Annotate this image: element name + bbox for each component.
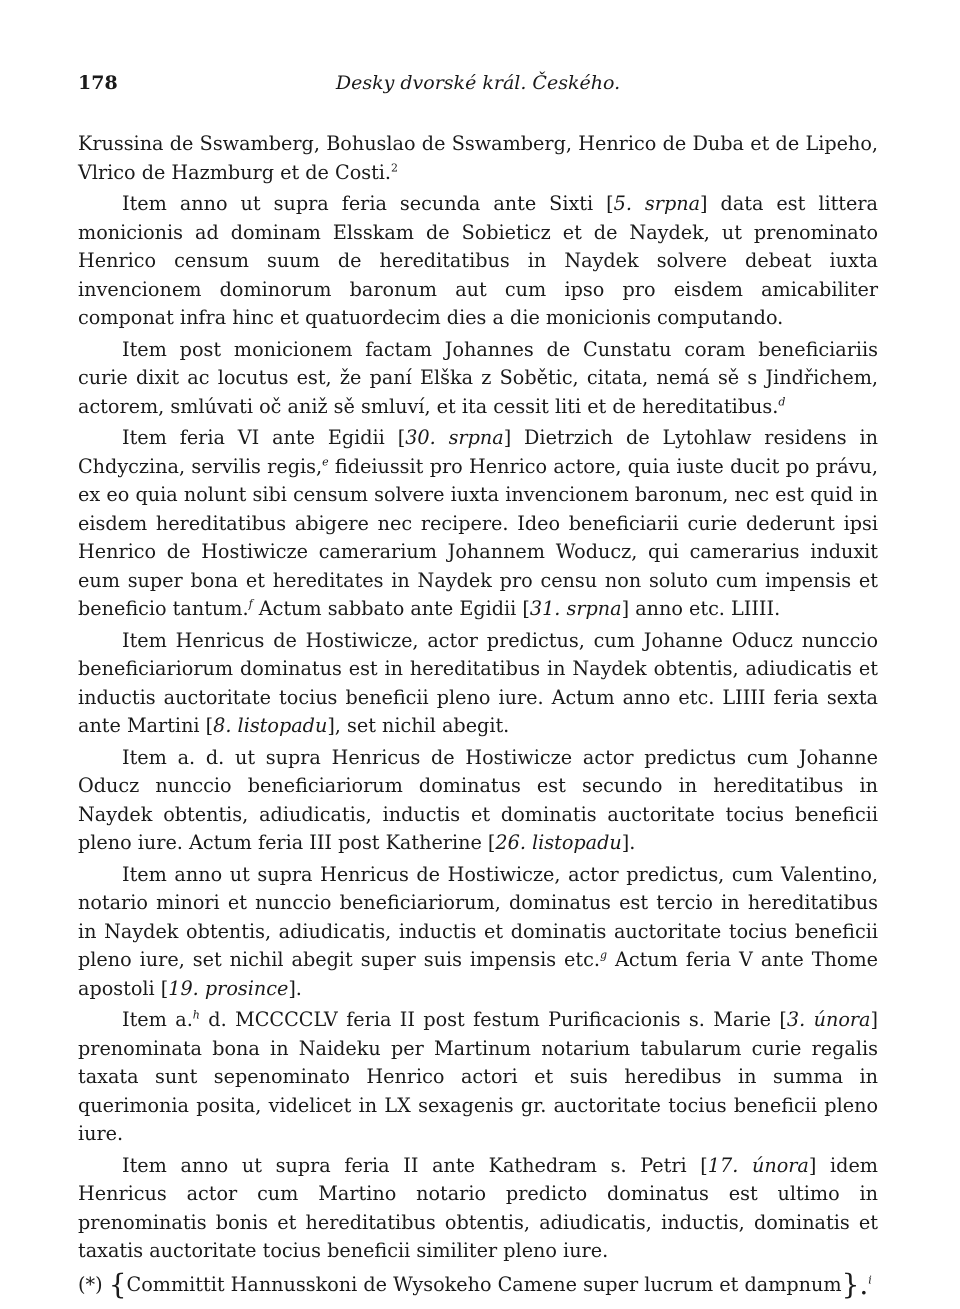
text-run: Actum feria V ante Thome apostoli [ <box>78 948 878 1000</box>
page-header <box>78 72 878 106</box>
footnote-ref: d <box>778 395 786 409</box>
paragraph-0 <box>78 130 878 187</box>
text-run: Item Henricus de Hostiwicze, actor predictus, cum Johanne Oducz nunccio beneficiariorum dominatus est in hereditatibus in Naydek obtentis, adiudicatis et inductis auctoritate tocius beneficii pleno iure. Actum anno etc. LIIII feria sexta ante Martini [ <box>78 628 878 737</box>
marginal-entry <box>78 1269 878 1301</box>
footnote-ref: g <box>599 948 608 962</box>
page-number: 178 <box>78 72 118 94</box>
text-run: ]. <box>621 831 636 854</box>
footnote-ref: f <box>248 597 253 611</box>
paragraph-2 <box>78 336 878 422</box>
text-run: Item feria VI ante Egidii [ <box>122 426 406 449</box>
running-title: Desky dvorské král. Českého. <box>335 72 621 94</box>
paragraph-3 <box>78 424 878 624</box>
date-note: 19. prosince <box>168 976 289 1000</box>
paragraph-1 <box>78 190 878 333</box>
body-text <box>78 130 878 1301</box>
text-run: Item a. <box>122 1008 193 1031</box>
text-run: ] prenominata bona in Naideku per Martinum notarium tabularum curie regalis taxata sunt sepenominato Henrico actori et suis heredibus in summa in querimonia posita, videlicet in LX sexagenis gr. auctoritate tocius beneficii pleno iure. <box>78 1008 879 1145</box>
date-note: 8. listopadu <box>213 714 328 737</box>
text-run: ]. <box>288 976 302 1000</box>
close-brace: }. <box>841 1267 869 1301</box>
paragraph-7 <box>78 1006 878 1149</box>
footnote-ref: h <box>192 1008 200 1022</box>
text-run: Item anno ut supra feria II ante Kathedram s. Petri [ <box>122 1153 708 1177</box>
text-run: ] Dietrzich de Lytohlaw residens in Chdyczina, servilis regis, <box>78 426 879 478</box>
paragraph-5 <box>78 744 878 858</box>
date-note: 5. srpna <box>613 192 701 215</box>
text-run: Item a. d. ut supra Henricus de Hostiwicze actor predictus cum Johanne Oducz nunccio beneficiariorum dominatus est secundo in hereditatibus in Naydek obtentis, adiudicatis, inductis et dominatis auctoritate tocius beneficii pleno iure. Actum feria III post Katherine [ <box>78 745 878 854</box>
text-run: Item anno ut supra Henricus de Hostiwicze, actor predictus, cum Valentino, notario minori et nunccio beneficiariorum, dominatus est tercio in hereditatibus in Naydek obtentis, adiudicatis, inductis et dominatis auctoritate tocius beneficii pleno iure, set nichil abegit super suis impensis etc. <box>78 862 878 971</box>
date-note: 17. února <box>707 1153 809 1177</box>
text-run: d. MCCCCLV feria II post festum Purificacionis s. Marie [ <box>199 1008 787 1031</box>
date-note: 3. února <box>786 1008 871 1031</box>
date-note: 30. srpna <box>405 426 504 449</box>
paragraph-8 <box>78 1152 878 1266</box>
open-brace: { <box>108 1267 127 1301</box>
text-run: ], set nichil abegit. <box>327 714 510 737</box>
footnote-ref: i <box>868 1273 872 1287</box>
text-run: Item post monicionem factam Johannes de Cunstatu coram beneficiariis curie dixit ac locutus est, že paní Elška z Sobětic, citata, nemá sě s Jindřichem, actorem, smlúvati oč aniž sě smluví, et ita cessit liti et de hereditatibus. <box>78 337 878 418</box>
footnote-ref: e <box>322 455 329 469</box>
date-note: 31. srpna <box>529 597 622 620</box>
text-run: ] data est littera monicionis ad dominam Elsskam de Sobieticz et de Naydek, ut prenominato Henrico censum suum de hereditatibus in Naydek solvere debeat iuxta invencionem dominorum baronum aut cum ipso pro eisdem amicabiliter componat infra hinc et quatuordecim dies a die monicionis computando. <box>78 192 878 329</box>
text-run: ] idem Henricus actor cum Martino notario predicto dominatus est ultimo in prenominatis bonis et hereditatibus obtentis, adiudicatis, inductis, dominatis et taxatis auctoritate tocius beneficii similiter pleno iure. <box>78 1153 879 1262</box>
date-note: 26. listopadu <box>495 831 622 854</box>
text-run: fideiussit pro Henrico actore, quia iuste ducit po právu, ex eo quia nolunt sibi censum solvere iuxta invencionem baronum, nec est quid in eisdem hereditatibus abigere nec recipere. Ideo beneficiarii curie dederunt ipsi Henrico de Hostiwicze camerarium Johannem Woducz, qui camerarius induxit eum super bona et hereditates in Naydek pro censu non soluto cum impensis et beneficio tantum. <box>78 454 878 620</box>
text-run: ] anno etc. LIIII. <box>621 597 781 620</box>
marginal-mark: (*) <box>78 1272 103 1296</box>
paragraph-6 <box>78 861 878 1004</box>
text-run: Actum sabbato ante Egidii [ <box>252 597 530 620</box>
text-run: Krussina de Sswamberg, Bohuslao de Sswamberg, Henrico de Duba et de Lipeho, Vlrico de Hazmburg et de Costi. <box>78 132 878 184</box>
document-page <box>78 72 878 1304</box>
footnote-ref: 2 <box>391 161 399 175</box>
text-run: Item anno ut supra feria secunda ante Sixti [ <box>122 192 614 215</box>
paragraph-4 <box>78 627 878 741</box>
text-run: Committit Hannusskoni de Wysokeho Camene super lucrum et dampnum <box>126 1272 842 1296</box>
